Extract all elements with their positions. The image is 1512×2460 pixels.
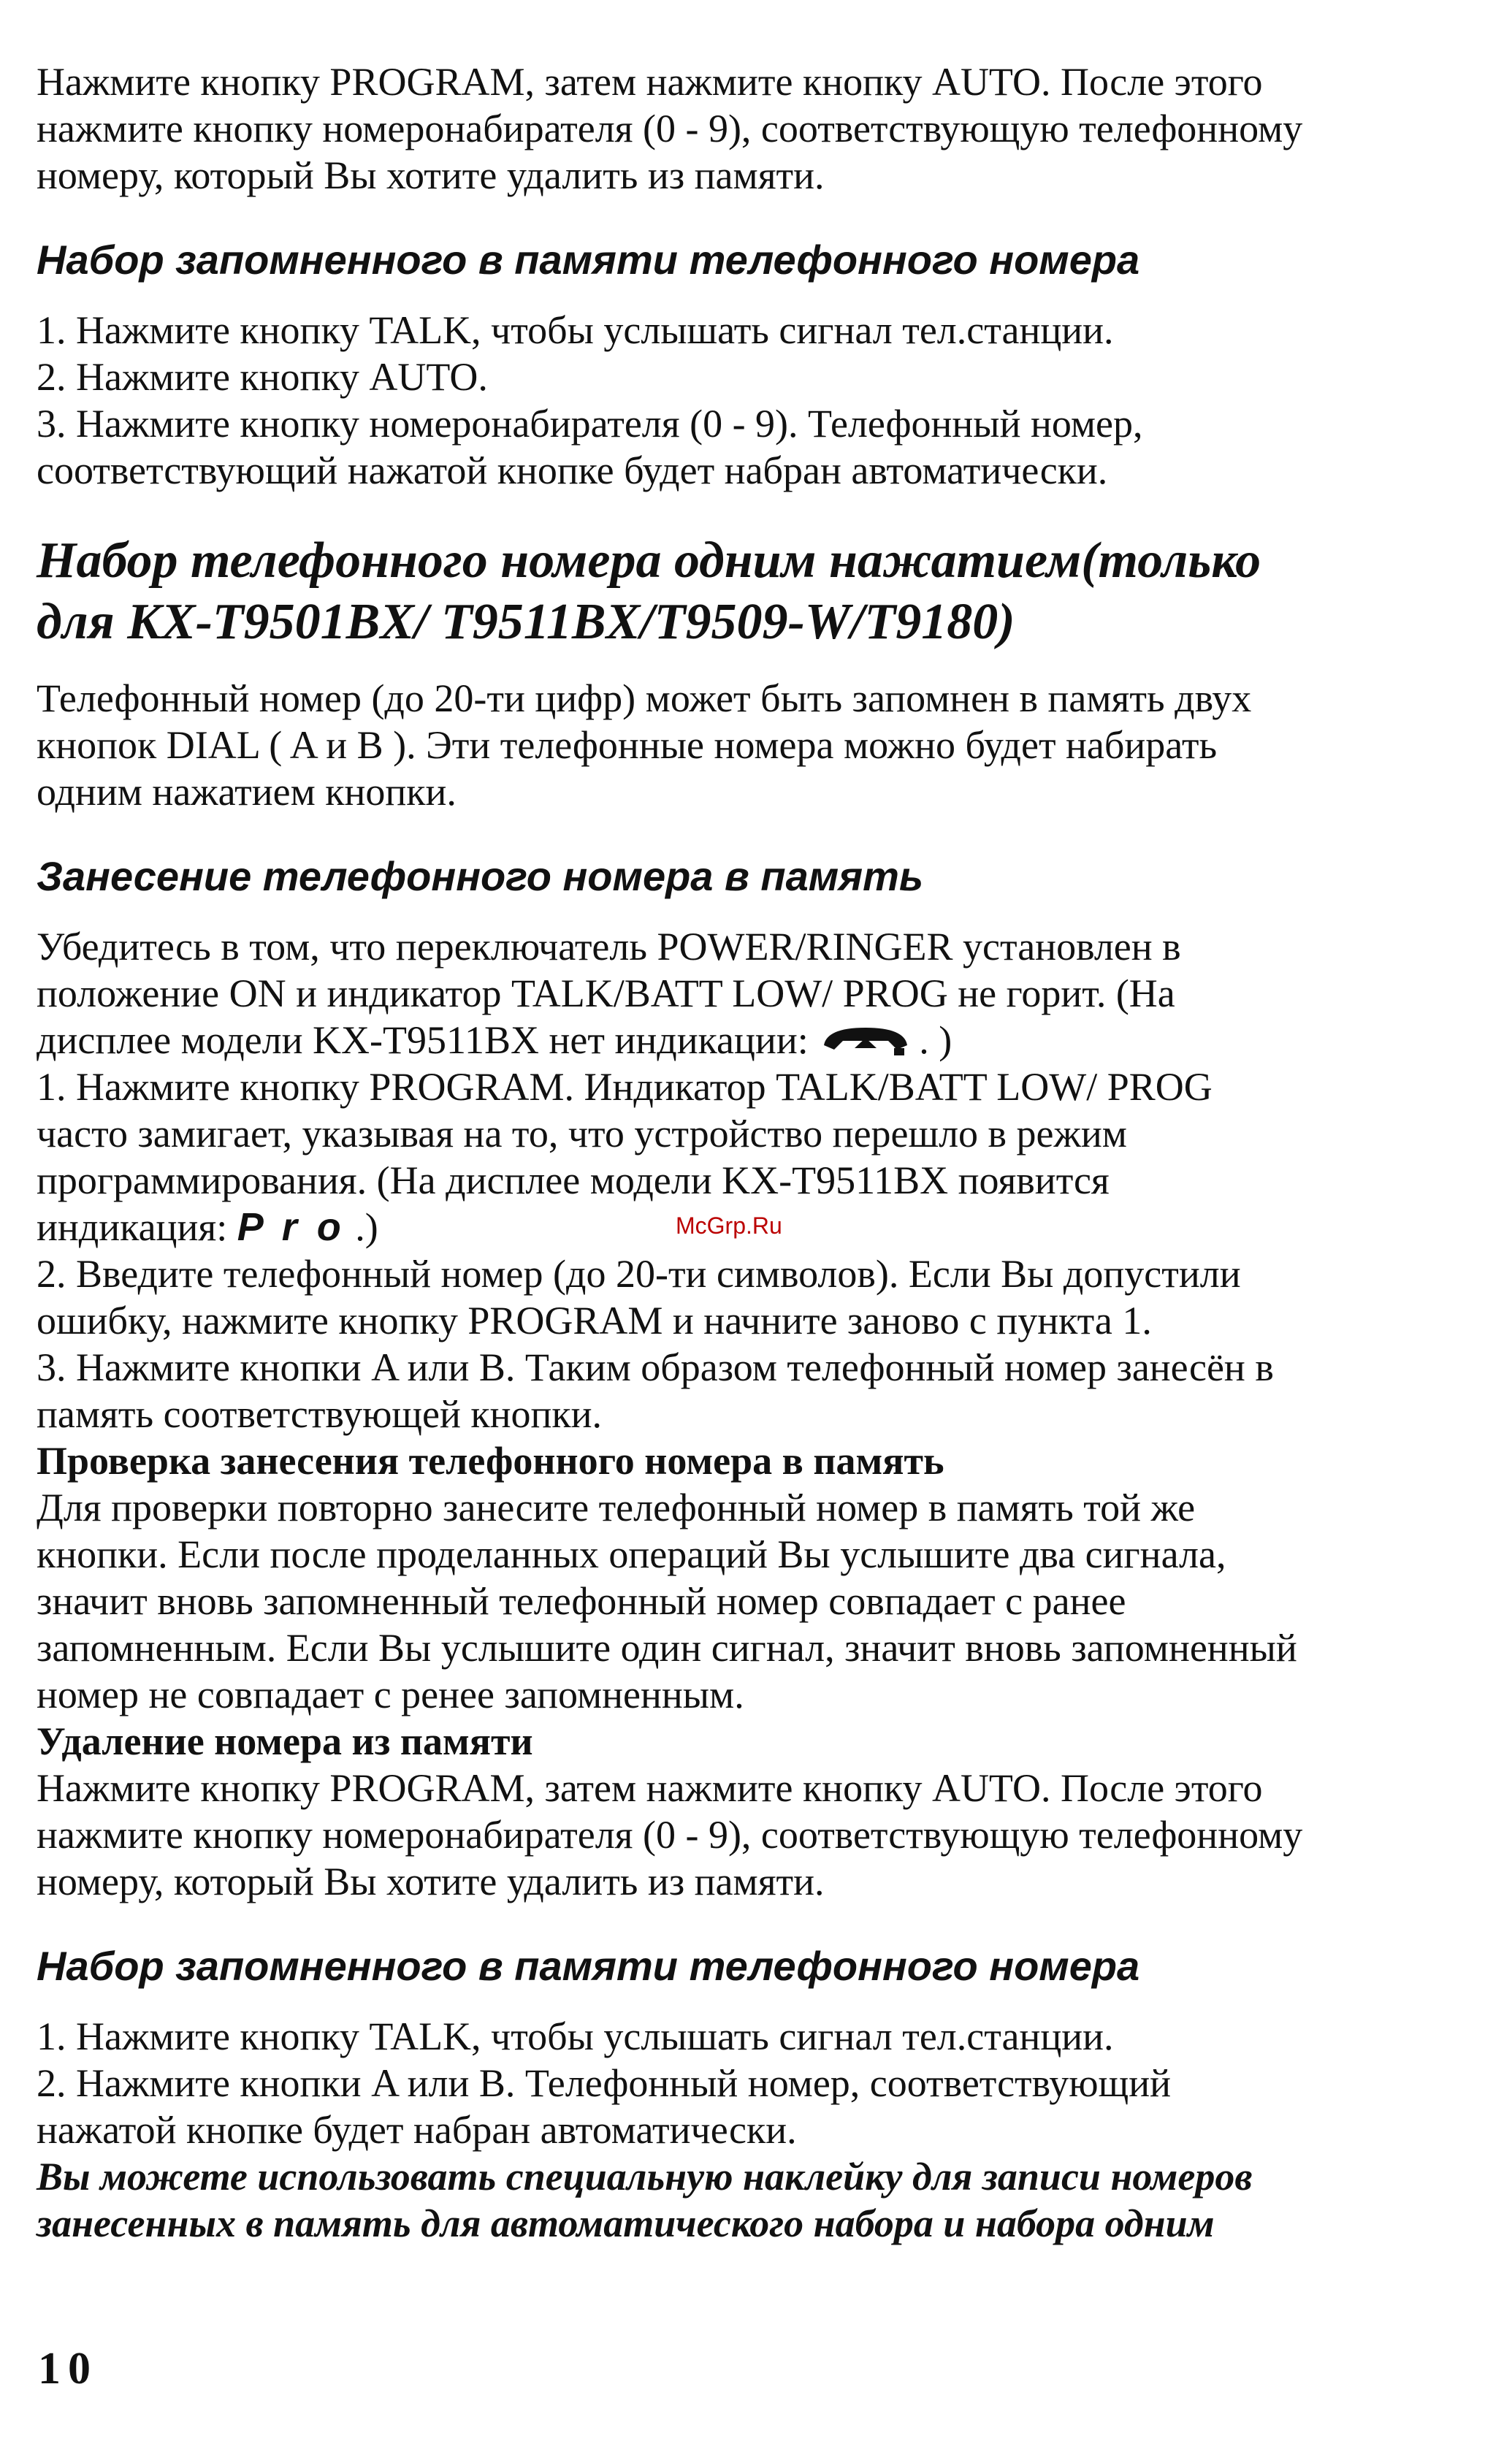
text-line: Нажмите кнопку PROGRAM, затем нажмите кнопку AUTO. После этого (37, 1766, 1263, 1810)
page-number: 10 (38, 2344, 98, 2394)
step-line: память соответствующей кнопки. (37, 1392, 603, 1436)
text-line-with-icon (37, 1017, 1475, 1063)
step-line: 2. Нажмите кнопки A или B. Телефонный номер, соответствующий (37, 2061, 1172, 2105)
text-line: положение ON и индикатор TALK/BATT LOW/ PROG не горит. (На (37, 971, 1175, 1015)
pro-display-indicator: P r o (237, 1205, 345, 1249)
step-line: соответствующий нажатой кнопке будет набран автоматически. (37, 448, 1108, 492)
text-line: нажмите кнопку номеронабирателя (0 - 9), соответствующую телефонному (37, 107, 1303, 150)
text-fragment: .) (345, 1205, 378, 1249)
heading-line: для KX-T9501BX/ T9511BX/T9509-W/T9180) (37, 594, 1015, 650)
text-line: одним нажатием кнопки. (37, 770, 457, 814)
step-line: ошибку, нажмите кнопку PROGRAM и начните заново с пункта 1. (37, 1299, 1152, 1342)
text-line: номеру, который Вы хотите удалить из памяти. (37, 153, 825, 197)
subheading-verify: Проверка занесения телефонного номера в память (37, 1439, 944, 1483)
one-touch-description (37, 675, 1475, 815)
text-line: номеру, который Вы хотите удалить из памяти. (37, 1860, 825, 1903)
text-line: Для проверки повторно занесите телефонный номер в память той же (37, 1486, 1196, 1529)
text-line: значит вновь запомненный телефонный номер совпадает с ранее (37, 1579, 1126, 1623)
handset-display-icon (818, 1023, 913, 1057)
heading-line: Набор телефонного номера одним нажатием(только (37, 532, 1261, 589)
section-heading-dial-stored-2: Набор запомненного в памяти телефонного номера (37, 1943, 1140, 1989)
step-line: 1. Нажмите кнопку TALK, чтобы услышать сигнал тел.станции. (37, 308, 1114, 352)
text-line: номер не совпадает с ренее запомненным. (37, 1673, 744, 1716)
step-line: 2. Введите телефонный номер (до 20-ти символов). Если Вы допустили (37, 1252, 1241, 1296)
step-line: нажатой кнопке будет набран автоматически. (37, 2108, 797, 2152)
text-line: Нажмите кнопку PROGRAM, затем нажмите кнопку AUTO. После этого (37, 60, 1263, 104)
step-line: 3. Нажмите кнопку номеронабирателя (0 - 9). Телефонный номер, (37, 402, 1143, 446)
dial-stored-steps-2 (37, 2013, 1475, 2247)
delete-instructions-top (37, 58, 1475, 199)
text-line: нажмите кнопку номеронабирателя (0 - 9), соответствующую телефонному (37, 1813, 1303, 1857)
step-line: 1. Нажмите кнопку TALK, чтобы услышать сигнал тел.станции. (37, 2014, 1114, 2058)
text-fragment: индикация: (37, 1205, 237, 1249)
step-line: 3. Нажмите кнопки A или B. Таким образом телефонный номер занесён в (37, 1345, 1274, 1389)
note-line: Вы можете использовать специальную наклейку для записи номеров (37, 2155, 1253, 2199)
text-line: Убедитесь в том, что переключатель POWER/RINGER установлен в (37, 925, 1181, 969)
step-line: программирования. (На дисплее модели KX-T9511BX появится (37, 1158, 1110, 1202)
subheading-delete: Удаление номера из памяти (37, 1719, 533, 1763)
section-heading-one-touch (37, 530, 1475, 653)
section-heading-dial-stored: Набор запомненного в памяти телефонного номера (37, 237, 1140, 283)
text-fragment: . ) (919, 1018, 952, 1062)
step-line: часто замигает, указывая на то, что устройство перешло в режим (37, 1112, 1127, 1155)
store-number-body (37, 923, 1475, 1905)
step-line: 1. Нажмите кнопку PROGRAM. Индикатор TALK/BATT LOW/ PROG (37, 1065, 1213, 1109)
section-heading-store-number: Занесение телефонного номера в память (37, 853, 924, 899)
watermark: McGrp.Ru (676, 1212, 782, 1239)
text-line: запомненным. Если Вы услышите один сигнал, значит вновь запомненный (37, 1626, 1297, 1670)
note-line: занесенных в память для автоматического набора и набора одним (37, 2201, 1215, 2245)
dial-stored-steps (37, 307, 1475, 494)
step-line: 2. Нажмите кнопку AUTO. (37, 355, 488, 399)
manual-page (37, 58, 1475, 2247)
text-line: Телефонный номер (до 20-ти цифр) может быть запомнен в память двух (37, 676, 1252, 720)
text-fragment: дисплее модели KX-T9511BX нет индикации: (37, 1018, 819, 1062)
text-line: кнопки. Если после проделанных операций Вы услышите два сигнала, (37, 1532, 1226, 1576)
text-line: кнопок DIAL ( A и B ). Эти телефонные номера можно будет набирать (37, 723, 1218, 767)
